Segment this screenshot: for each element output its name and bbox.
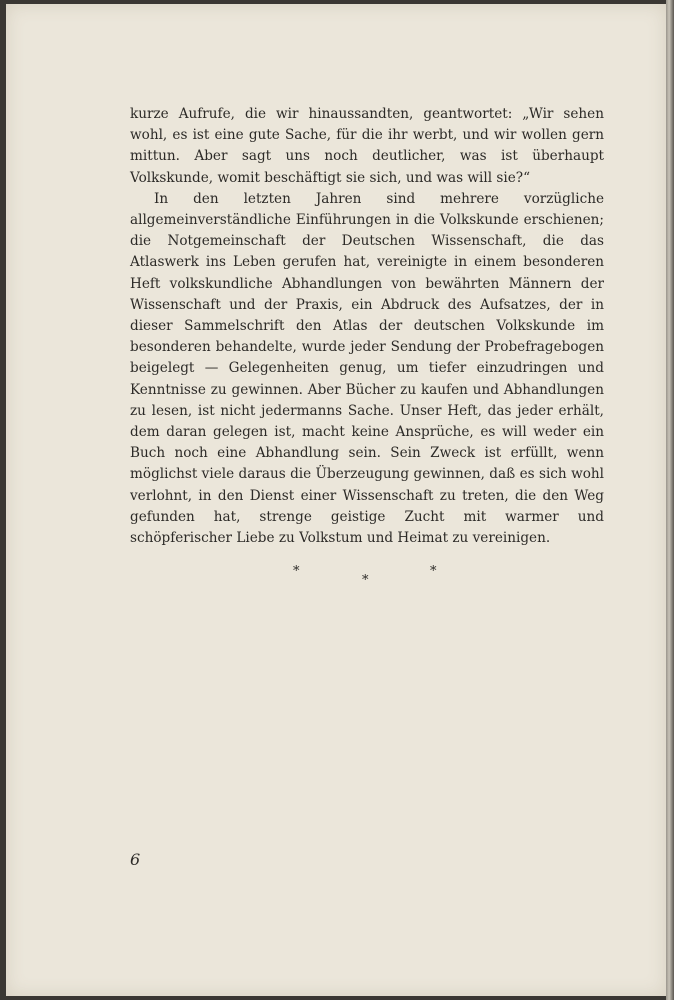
book-page <box>6 4 666 996</box>
separator-asterisk: * <box>362 573 369 588</box>
book-edge <box>666 0 674 1000</box>
page-number: 6 <box>130 850 141 869</box>
section-separator <box>6 564 666 594</box>
paragraph-main: In den letzten Jahren sind mehrere vorzügliche allgemeinverständliche Einführungen in die Volkskunde erschienen; die Notgemeinschaft der Deutschen Wissenschaft, die das Atlaswerk ins Leben gerufen hat, vereinigte in einem besonderen Heft volkskundliche Abhandlungen von bewährten Männern der Wissenschaft und der Praxis, ein Abdruck des Aufsatzes, der in dieser Sammelschrift den Atlas der deutschen Volkskunde im besonderen behandelte, wurde jeder Sendung der Probefragebogen beigelegt — Gelegenheiten genug, um tiefer einzudringen und Kenntnisse zu gewinnen. Aber Bücher zu kaufen und Abhandlungen zu lesen, ist nicht jedermanns Sache. Unser Heft, das jeder erhält, dem daran gelegen ist, macht keine Ansprüche, es will weder ein Buch noch eine Abhandlung sein. Sein Zweck ist erfüllt, wenn möglichst viele daraus die Überzeugung gewinnen, daß es sich wohl verlohnt, in den Dienst einer Wissenschaft zu treten, die den Weg gefunden hat, strenge geistige Zucht mit warmer und schöpferischer Liebe zu Volkstum und Heimat zu vereinigen. <box>130 190 604 547</box>
body-text <box>130 104 604 549</box>
separator-asterisk: * <box>293 564 300 579</box>
paragraph-continuation: kurze Aufrufe, die wir hinaussandten, geantwortet: „Wir sehen wohl, es ist eine gute Sache, für die ihr werbt, und wir wollen gern mittun. Aber sagt uns noch deutlicher, was ist überhaupt Volkskunde, womit beschäftigt sie sich, und was will sie?“ <box>130 106 604 186</box>
separator-asterisk: * <box>430 564 437 579</box>
